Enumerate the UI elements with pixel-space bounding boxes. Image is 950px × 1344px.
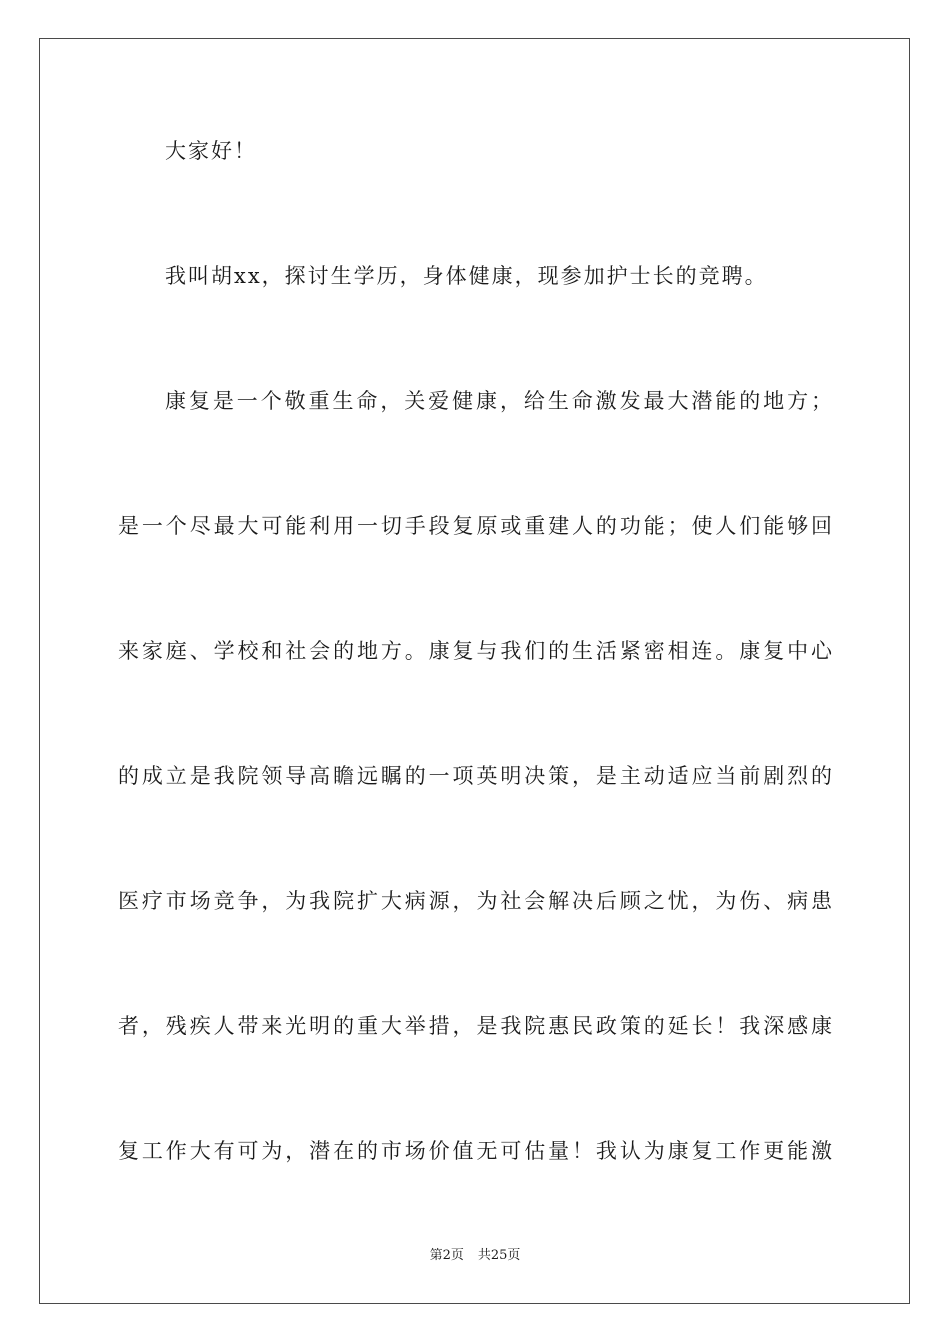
text-line: 是一个尽最大可能利用一切手段复原或重建人的功能；使人们能够回 bbox=[118, 514, 832, 538]
text-line: 者，残疾人带来光明的重大举措，是我院惠民政策的延长！我深感康 bbox=[118, 1014, 832, 1038]
text-line: 我叫胡xx，探讨生学历，身体健康，现参加护士长的竞聘。 bbox=[165, 264, 768, 288]
page-total: 共25页 bbox=[477, 1248, 521, 1263]
text-line: 康复是一个敬重生命，关爱健康，给生命激发最大潜能的地方； bbox=[165, 389, 832, 413]
text-line: 复工作大有可为，潜在的市场价值无可估量！我认为康复工作更能激 bbox=[118, 1139, 832, 1163]
page-footer bbox=[0, 1247, 950, 1265]
text-line: 医疗市场竞争，为我院扩大病源，为社会解决后顾之忧，为伤、病患 bbox=[118, 889, 832, 913]
greeting-line: 大家好！ bbox=[165, 139, 257, 163]
text-line: 的成立是我院领导高瞻远瞩的一项英明决策，是主动适应当前剧烈的 bbox=[118, 764, 832, 788]
page-number: 第2页 bbox=[429, 1248, 464, 1263]
page-border bbox=[39, 38, 910, 1304]
text-line: 来家庭、学校和社会的地方。康复与我们的生活紧密相连。康复中心 bbox=[118, 639, 832, 663]
